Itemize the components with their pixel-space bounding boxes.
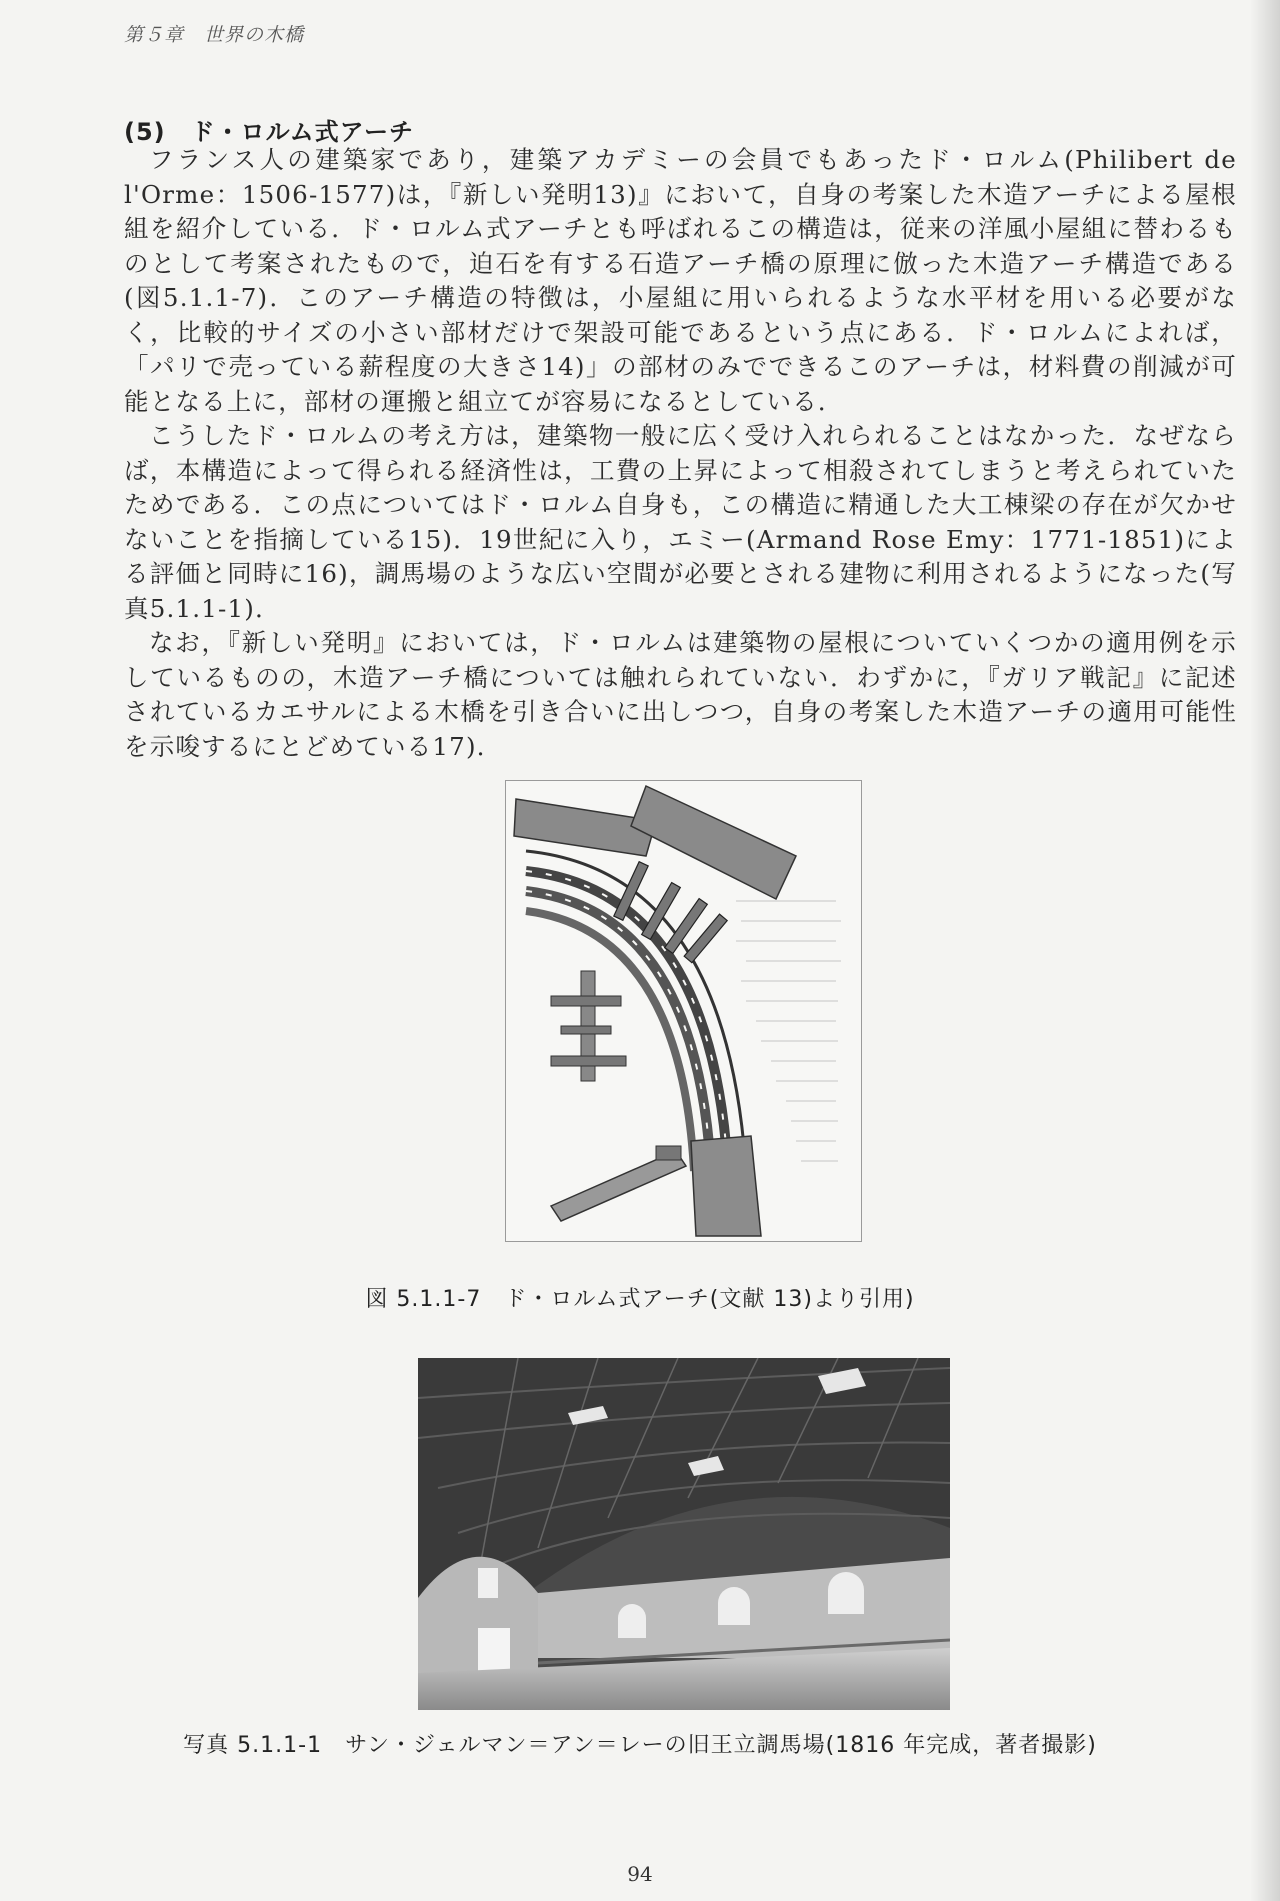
section-title: (5) ド・ロルム式アーチ (124, 118, 414, 146)
figure-delorme-arch (505, 780, 862, 1242)
paragraph-1: フランス人の建築家であり，建築アカデミーの会員でもあったド・ロルム(Philibert de l'Orme：1506-1577)は，『新しい発明13)』において，自身の考案した木造アーチによる屋根組を紹介している．ド・ロルム式アーチとも呼ばれるこの構造は，従来の洋風小屋組に替わるものとして考案されたもので，迫石を有する石造アーチ橋の原理に倣った木造アーチ構造である(図5.1.1-7)．このアーチ構造の特徴は，小屋組に用いられるような水平材を用いる必要がなく，比較的サイズの小さい部材だけで架設可能であるという点にある．ド・ロルムによれば，「パリで売っている薪程度の大きさ14)」の部材のみでできるこのアーチは，材料費の削減が可能となる上に，部材の運搬と組立てが容易になるとしている． (124, 145, 1237, 416)
photo-riding-hall (418, 1358, 950, 1710)
page-edge-shadow (1250, 0, 1280, 1901)
running-head: 第５章 世界の木橋 (124, 24, 305, 46)
paragraph-2: こうしたド・ロルムの考え方は，建築物一般に広く受け入れられることはなかった．なぜならば，本構造によって得られる経済性は，工費の上昇によって相殺されてしまうと考えられていたためである．この点についてはド・ロルム自身も，この構造に精通した大工棟梁の存在が欠かせないことを指摘している15)．19世紀に入り，エミー(Armand Rose Emy：1771-1851)による評価と同時に16)，調馬場のような広い空間が必要とされる建物に利用されるようになった(写真5.1.1-1)． (124, 421, 1237, 623)
body-text-block-1 (124, 143, 1237, 764)
riding-hall-photo (418, 1358, 950, 1710)
arch-engraving-illustration (506, 781, 861, 1241)
page-number: 94 (627, 1862, 653, 1886)
figure-caption: 図 5.1.1-7 ド・ロルム式アーチ(文献 13)より引用) (365, 1287, 915, 1312)
photo-caption: 写真 5.1.1-1 サン・ジェルマン＝アン＝レーの旧王立調馬場(1816 年完成，著者撮影) (183, 1733, 1097, 1758)
paragraph-3: なお，『新しい発明』においては，ド・ロルムは建築物の屋根についていくつかの適用例を示しているものの，木造アーチ橋については触れられていない．わずかに，『ガリア戦記』に記述されているカエサルによる木橋を引き合いに出しつつ，自身の考案した木造アーチの適用可能性を示唆するにとどめている17)． (124, 628, 1237, 761)
